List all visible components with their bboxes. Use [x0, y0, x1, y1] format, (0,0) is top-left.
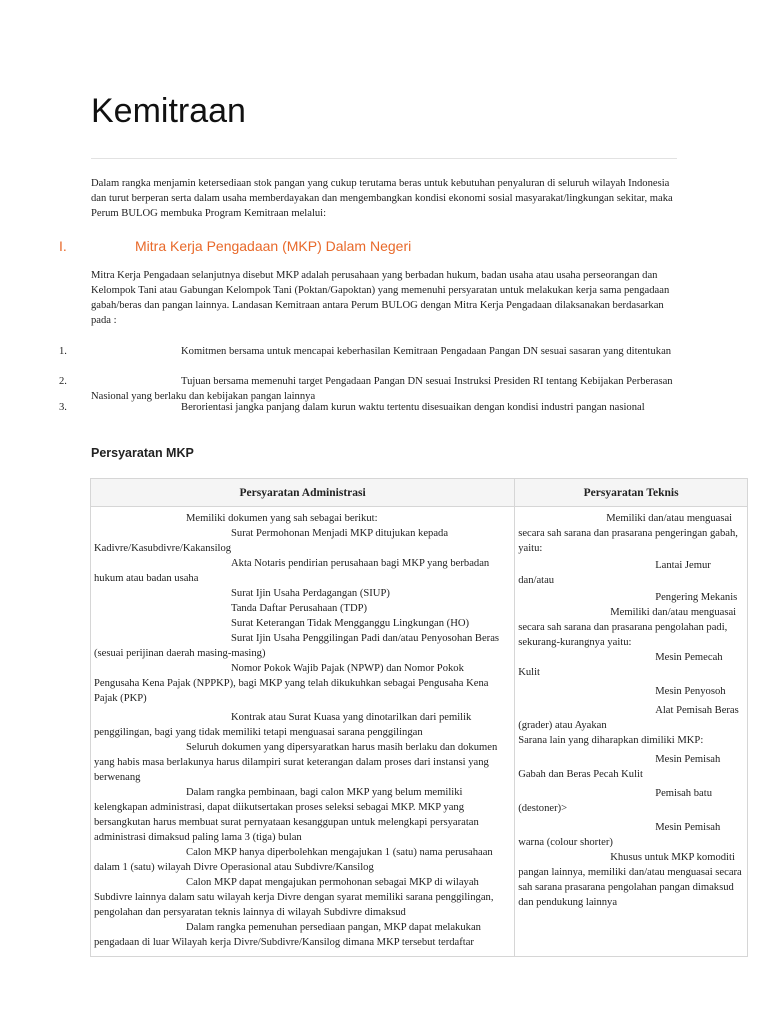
teknis-item: Mesin Pemisah warna (colour shorter): [518, 822, 721, 848]
table-header-row: [91, 479, 748, 507]
teknis-item: Khusus untuk MKP komoditi pangan lainnya, memiliki dan/atau menguasai secara sah sarana prasarana pengolahan pangan dimaksud dan pendukung lainnya: [518, 852, 742, 908]
teknis-item: Lantai Jemur dan/atau: [518, 560, 711, 586]
admin-item: Akta Notaris pendirian perusahaan bagi MKP yang berbadan hukum atau badan usaha: [94, 558, 490, 584]
admin-item: Surat Keterangan Tidak Mengganggu Lingkungan (HO): [231, 618, 470, 629]
teknis-item: Pemisah batu (destoner)>: [518, 788, 712, 814]
admin-item: Tanda Daftar Perusahaan (TDP): [231, 603, 368, 614]
list-item-number: 1.: [59, 346, 67, 357]
teknis-item: Memiliki dan/atau menguasai secara sah sarana dan prasarana pengolahan padi, sekurang-kurangnya yaitu:: [518, 607, 737, 648]
admin-item: Dalam rangka pemenuhan persediaan pangan, MKP dapat melakukan pengadaan di luar Wilayah kerja Divre/Subdivre/Kansilog dimana MKP tersebut terdaftar: [94, 922, 481, 948]
list-item-number: 2.: [59, 376, 67, 387]
title-divider: [91, 158, 677, 159]
list-item: [59, 374, 689, 400]
table-row: [91, 507, 748, 957]
teknis-cell: [515, 507, 748, 957]
header-administrasi: Persyaratan Administrasi: [91, 479, 515, 507]
section-number: I.: [59, 238, 67, 254]
teknis-item: Pengering Mekanis: [655, 592, 738, 603]
admin-item: Seluruh dokumen yang dipersyaratkan harus masih berlaku dan dokumen yang habis masa berlakunya harus dilampiri surat keterangan dalam proses dari instansi yang berwenang: [94, 742, 498, 783]
teknis-item: Mesin Pemecah Kulit: [518, 652, 723, 678]
admin-item: Calon MKP dapat mengajukan permohonan sebagai MKP di wilayah Subdivre lainnya dalam satu wilayah kerja Divre dengan syarat memiliki sarana penggilingan, pengolahan dan persyaratan teknis lainnya di wilayah Subdivre dimaksud: [94, 877, 494, 918]
admin-item: Memiliki dokumen yang sah sebagai berikut:: [186, 513, 378, 524]
list-item-text: Komitmen bersama untuk mencapai keberhasilan Kemitraan Pengadaan Pangan DN sesuai sasaran yang ditentukan: [181, 346, 672, 357]
list-item-text: Berorientasi jangka panjang dalam kurun waktu tertentu disesuaikan dengan kondisi industri pangan nasional: [181, 402, 645, 413]
landasan-list: [59, 344, 689, 415]
intro-paragraph: Dalam rangka menjamin ketersediaan stok pangan yang cukup terutama beras untuk kebutuhan penyaluran di seluruh wilayah Indonesia dan turut berperan serta dalam usaha memberdayakan dan mengembangkan kondisi ekonomi sosial masyarakat/lingkungan sekitar, maka Perum BULOG membuka Program Kemitraan melalui:: [91, 178, 673, 219]
section-title: Mitra Kerja Pengadaan (MKP) Dalam Negeri: [135, 238, 412, 254]
page-title: Kemitraan: [91, 92, 246, 130]
list-item-text: Tujuan bersama memenuhi target Pengadaan Pangan DN sesuai Instruksi Presiden RI tentang Kebijakan Perberasan Nasional yang berlaku dan kebijakan pangan lainnya: [91, 376, 673, 402]
requirements-heading: Persyaratan MKP: [91, 446, 194, 460]
admin-item: Surat Ijin Usaha Penggilingan Padi dan/atau Penyosohan Beras (sesuai perijinan daerah masing-masing): [94, 633, 500, 659]
list-item: [59, 400, 689, 415]
header-teknis: Persyaratan Teknis: [515, 479, 748, 507]
admin-item: Surat Permohonan Menjadi MKP ditujukan kepada Kadivre/Kasubdivre/Kakansilog: [94, 528, 449, 554]
admin-item: Nomor Pokok Wajib Pajak (NPWP) dan Nomor Pokok Pengusaha Kena Pajak (NPPKP), bagi MKP yang telah dikukuhkan sebagai Pengusaha Kena Pajak (PKP): [94, 663, 489, 704]
teknis-item: Sarana lain yang diharapkan dimiliki MKP:: [518, 735, 704, 746]
list-item-number: 3.: [59, 402, 67, 413]
teknis-item: Mesin Pemisah Gabah dan Beras Pecah Kulit: [518, 754, 721, 780]
requirements-table: [90, 478, 748, 957]
list-item: [59, 344, 689, 374]
admin-item: Calon MKP hanya diperbolehkan mengajukan 1 (satu) nama perusahaan dalam 1 (satu) wilayah Divre Operasional atau Subdivre/Kansilog: [94, 847, 493, 873]
admin-item: Surat Ijin Usaha Perdagangan (SIUP): [231, 588, 390, 599]
teknis-item: Alat Pemisah Beras (grader) atau Ayakan: [518, 705, 739, 731]
admin-item: Dalam rangka pembinaan, bagi calon MKP yang belum memiliki kelengkapan administrasi, dapat diikutsertakan proses seleksi sebagai MKP. MKP yang bersangkutan harus membuat surat pernyataan kesanggupan untuk melengkapi persyaratan administrasi dimaksud paling lama 3 (tiga) bulan: [94, 787, 479, 843]
teknis-item: Memiliki dan/atau menguasai secara sah sarana dan prasarana pengeringan gabah, yaitu:: [518, 513, 738, 554]
admin-item: Kontrak atau Surat Kuasa yang dinotarilkan dari pemilik penggilingan, bagi yang tidak memiliki tetapi menguasai sarana penggilingan: [94, 712, 472, 738]
section-paragraph: Mitra Kerja Pengadaan selanjutnya disebut MKP adalah perusahaan yang berbadan hukum, badan usaha atau usaha perseorangan dan Kelompok Tani atau Gabungan Kelompok Tani (Poktan/Gapoktan) yang memenuhi persyaratan untuk melakukan kerja sama pengadaan gabah/beras dan pangan lainnya. Landasan Kemitraan antara Perum BULOG dengan Mitra Kerja Pengadaan dilaksanakan berdasarkan pada :: [91, 270, 670, 326]
administrasi-cell: [91, 507, 515, 957]
teknis-item: Mesin Penyosoh: [655, 686, 726, 697]
